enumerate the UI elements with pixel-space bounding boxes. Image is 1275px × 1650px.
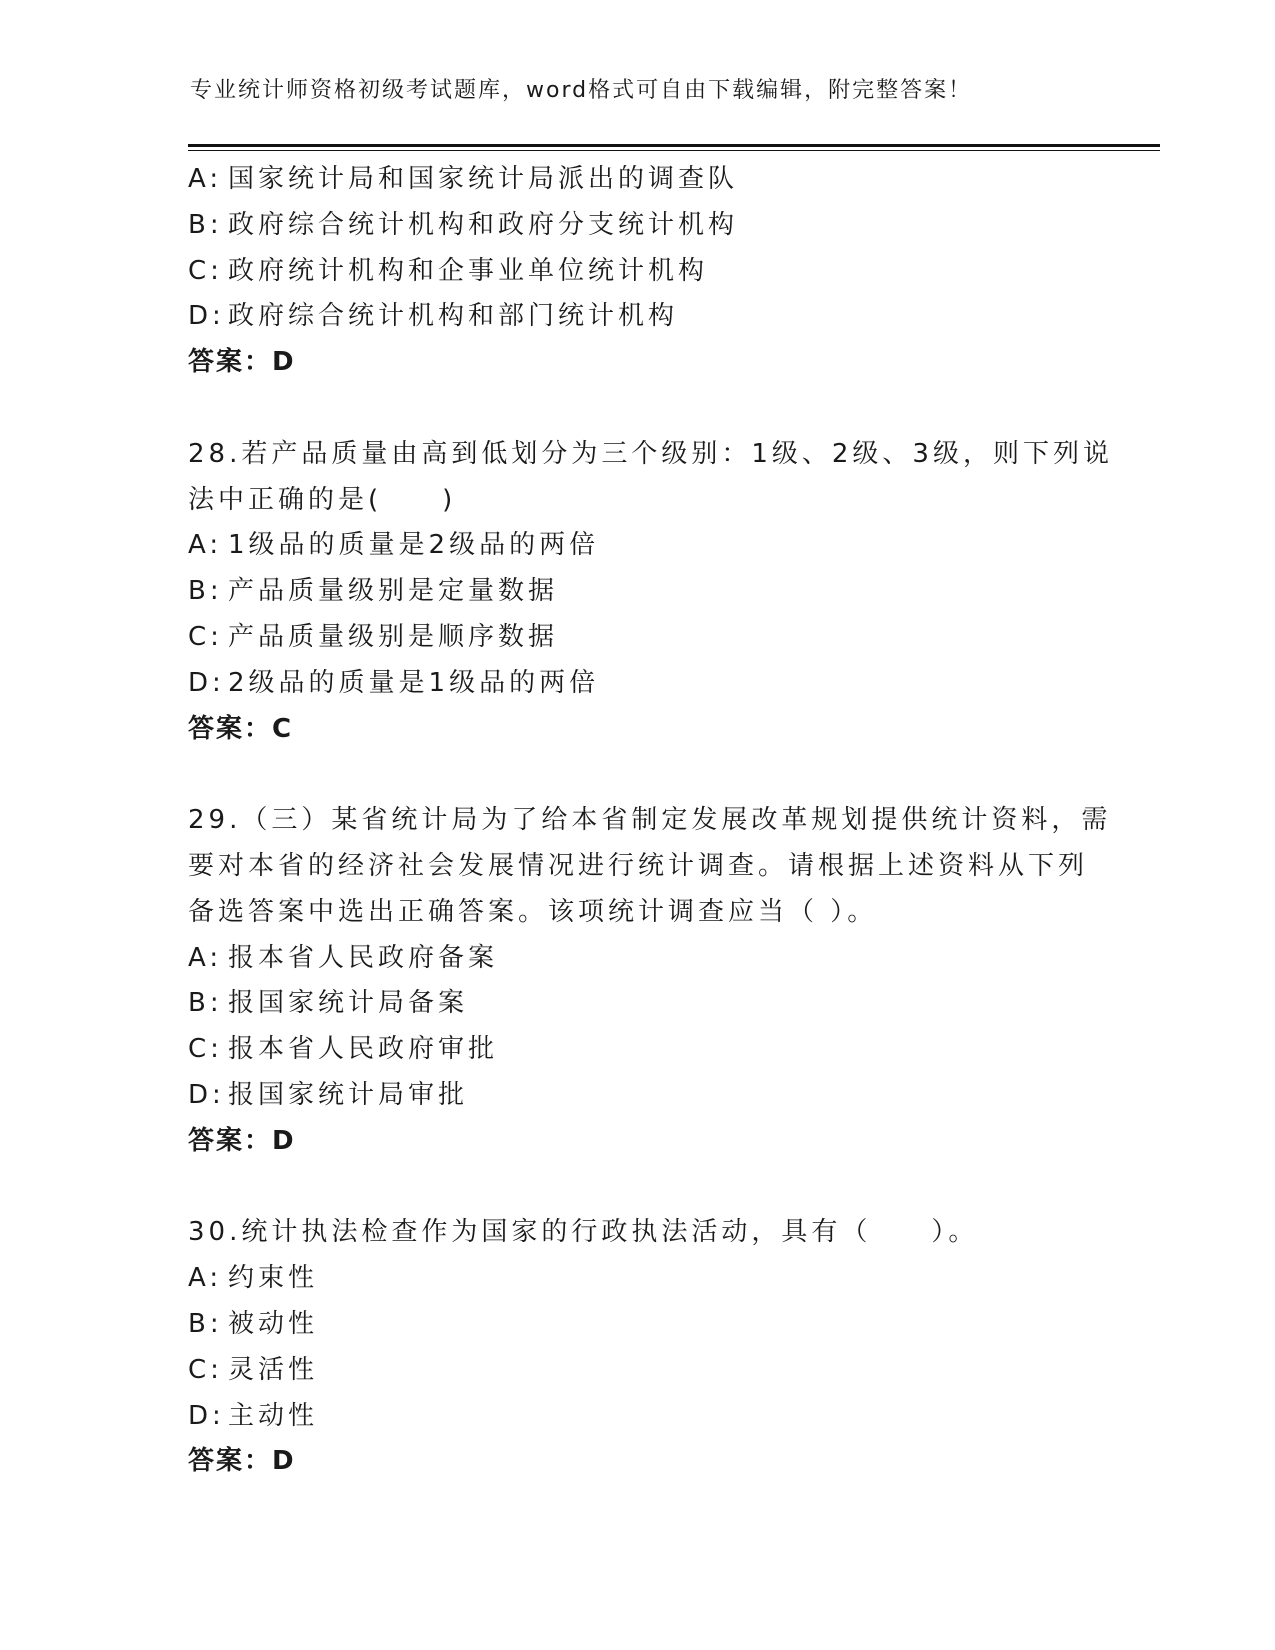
answer: 答案：D	[188, 347, 296, 378]
option-b: B: 被动性	[188, 1308, 319, 1339]
option-c: C: 产品质量级别是顺序数据	[188, 621, 559, 652]
question-stem: 要对本省的经济社会发展情况进行统计调查。请根据上述资料从下列	[188, 850, 1089, 881]
question-stem: 法中正确的是( )	[188, 484, 457, 515]
header-rule-thin	[188, 150, 1160, 151]
option-c: C: 灵活性	[188, 1354, 319, 1385]
option-d: D: 政府综合统计机构和部门统计机构	[188, 301, 679, 332]
question-content	[188, 157, 1118, 1485]
option-b: B: 产品质量级别是定量数据	[188, 576, 559, 607]
option-a: A: 国家统计局和国家统计局派出的调查队	[188, 164, 739, 194]
option-a: A: 报本省人民政府备案	[188, 942, 499, 973]
option-b: B: 报国家统计局备案	[188, 988, 469, 1019]
option-d: D: 2级品的质量是1级品的两倍	[188, 667, 600, 698]
option-d: D: 报国家统计局审批	[188, 1079, 469, 1110]
option-a: A: 1级品的质量是2级品的两倍	[188, 530, 600, 561]
answer: 答案：C	[188, 713, 294, 744]
question-29	[188, 798, 1118, 1164]
question-stem: 30.统计执法检查作为国家的行政执法活动，具有（ ）。	[188, 1217, 979, 1248]
question-stem: 28.若产品质量由高到低划分为三个级别：1级、2级、3级，则下列说	[188, 438, 1113, 469]
option-c: C: 报本省人民政府审批	[188, 1034, 499, 1065]
option-a: A: 约束性	[188, 1263, 319, 1294]
question-28	[188, 432, 1118, 753]
answer: 答案：D	[188, 1125, 296, 1156]
question-30	[188, 1210, 1118, 1485]
question-27	[188, 157, 1118, 386]
option-b: B: 政府综合统计机构和政府分支统计机构	[188, 209, 739, 240]
question-stem: 29.（三）某省统计局为了给本省制定发展改革规划提供统计资料，需	[188, 805, 1112, 836]
header-rule-thick	[188, 144, 1160, 147]
option-d: D: 主动性	[188, 1400, 319, 1431]
answer: 答案：D	[188, 1446, 296, 1477]
option-c: C: 政府统计机构和企事业单位统计机构	[188, 255, 709, 286]
page-header: 专业统计师资格初级考试题库，word格式可自由下载编辑，附完整答案！	[190, 78, 973, 103]
question-stem: 备选答案中选出正确答案。该项统计调查应当（ ）。	[188, 896, 878, 927]
